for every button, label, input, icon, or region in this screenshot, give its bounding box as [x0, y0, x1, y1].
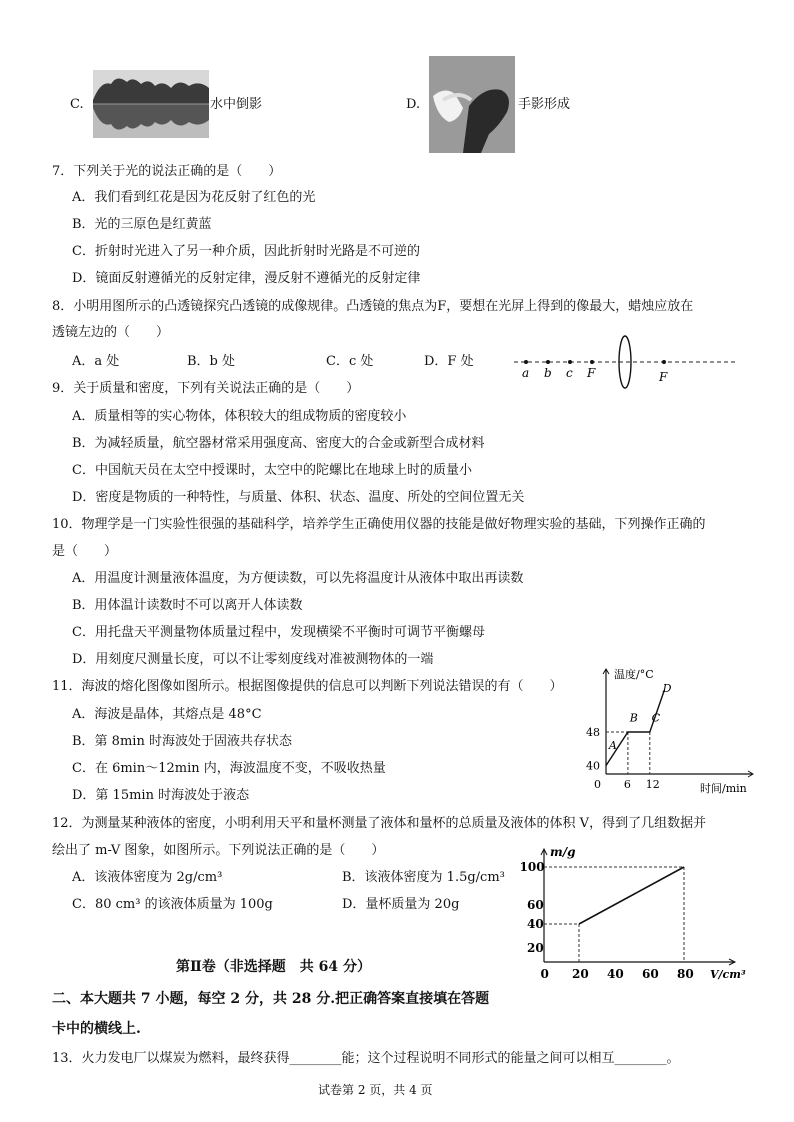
- x-axis-label: V/cm³: [710, 968, 746, 981]
- q10-option-b: B．用体温计读数时不可以离开人体读数: [72, 598, 303, 613]
- point-label-D: D: [662, 682, 672, 696]
- q10-stem-line2: 是（ ）: [52, 544, 118, 559]
- q8-stem-line1: 8．小明用图所示的凸透镜探究凸透镜的成像规律。凸透镜的焦点为F，要想在光屏上得到的像最大，蜡烛应放在: [52, 299, 694, 314]
- x-tick-20: 20: [572, 967, 589, 981]
- y-tick-100: 100: [519, 860, 545, 874]
- q11-stem: 11．海波的熔化图像如图所示。根据图像提供的信息可以判断下列说法错误的有（ ）: [52, 679, 563, 694]
- label-f-left: F: [587, 366, 596, 380]
- x-tick-0: 0: [594, 778, 601, 791]
- q8-option-b: B．b 处: [187, 354, 236, 369]
- q8-stem-line2: 透镜左边的（ ）: [52, 325, 170, 340]
- q10-option-d: D．用刻度尺测量长度，可以不让零刻度线对准被测物体的一端: [72, 652, 434, 667]
- option-d-text: 手影形成: [518, 97, 571, 112]
- q7-stem: 7．下列关于光的说法正确的是（ ）: [52, 164, 282, 179]
- y-axis-label: 温度/°C: [614, 668, 654, 681]
- q8-option-a: A．a 处: [72, 354, 120, 369]
- section2-heading-line2: 卡中的横线上.: [52, 1021, 141, 1037]
- option-c-text: 水中倒影: [210, 97, 263, 112]
- x-axis-label: 时间/min: [700, 782, 747, 795]
- x-tick-12: 12: [645, 778, 660, 791]
- label-a: a: [522, 366, 530, 380]
- q12-stem-line1: 12．为测量某种液体的密度，小明利用天平和量杯测量了液体和量杯的总质量及液体的体积 V，得到了几组数据并: [52, 816, 707, 831]
- q11-option-a: A．海波是晶体，其熔点是 48°C: [72, 707, 262, 722]
- q7-option-b: B．光的三原色是红黄蓝: [72, 217, 212, 232]
- x-tick-60: 60: [642, 967, 659, 981]
- mass-volume-chart: [519, 842, 756, 984]
- hand-shadow-photo: [429, 56, 515, 153]
- q11-option-d: D．第 15min 时海波处于液态: [72, 788, 250, 803]
- y-axis-label: m/g: [550, 845, 576, 859]
- q8-option-c: C．c 处: [326, 354, 374, 369]
- q12-option-c: C．80 cm³ 的该液体质量为 100g: [72, 897, 273, 912]
- x-tick-80: 80: [677, 967, 694, 981]
- melting-curve: [606, 690, 664, 766]
- q12-option-b: B．该液体密度为 1.5g/cm³: [342, 870, 505, 885]
- q7-option-d: D．镜面反射遵循光的反射定律，漫反射不遵循光的反射定律: [72, 271, 421, 286]
- y-tick-48: 48: [586, 726, 600, 739]
- y-tick-20: 20: [527, 941, 544, 955]
- q9-option-c: C．中国航天员在太空中授课时，太空中的陀螺比在地球上时的质量小: [72, 463, 472, 478]
- y-tick-40: 40: [586, 759, 600, 773]
- q7-option-c: C．折射时光进入了另一种介质，因此折射时光路是不可逆的: [72, 244, 420, 259]
- section2-heading-line1: 二、本大题共 7 小题，每空 2 分，共 28 分.把正确答案直接填在答题: [52, 991, 490, 1007]
- q8-option-d: D．F 处: [424, 354, 474, 369]
- q7-option-a: A．我们看到红花是因为花反射了红色的光: [72, 190, 316, 205]
- reflection-photo: [93, 70, 209, 138]
- label-b: b: [544, 366, 552, 380]
- point-label-A: A: [608, 738, 617, 752]
- data-line: [579, 867, 684, 924]
- x-tick-40: 40: [607, 967, 624, 981]
- option-c-label: C.: [70, 97, 84, 112]
- page-footer: 试卷第 2 页，共 4 页: [318, 1083, 433, 1097]
- section2-title: 第Ⅱ卷（非选择题 共 64 分）: [176, 959, 372, 975]
- q9-option-d: D．密度是物质的一种特性，与质量、体积、状态、温度、所处的空间位置无关: [72, 490, 525, 505]
- q12-stem-line2: 绘出了 m-V 图象，如图所示。下列说法正确的是（ ）: [52, 843, 385, 858]
- q11-option-b: B．第 8min 时海波处于固液共存状态: [72, 734, 292, 749]
- q12-option-a: A．该液体密度为 2g/cm³: [72, 870, 223, 885]
- q10-option-c: C．用托盘天平测量物体质量过程中，发现横梁不平衡时可调节平衡螺母: [72, 625, 485, 640]
- x-tick-0: 0: [540, 967, 549, 981]
- q9-stem: 9．关于质量和密度，下列有关说法正确的是（ ）: [52, 381, 360, 396]
- option-d-label: D.: [406, 97, 421, 112]
- y-tick-60: 60: [527, 898, 544, 912]
- q10-stem-line1: 10．物理学是一门实验性很强的基础科学，培养学生正确使用仪器的技能是做好物理实验的基础，下列操作正确的: [52, 517, 706, 532]
- q11-option-c: C．在 6min～12min 内，海波温度不变，不吸收热量: [72, 761, 386, 776]
- y-tick-40: 40: [527, 917, 544, 931]
- q12-option-d: D．量杯质量为 20g: [342, 897, 460, 912]
- label-f-right: F: [659, 370, 668, 384]
- q13-text: 13．火力发电厂以煤炭为燃料，最终获得________能；这个过程说明不同形式的能量之间可以相互________。: [52, 1051, 680, 1066]
- q9-option-a: A．质量相等的实心物体，体积较大的组成物质的密度较小: [72, 409, 407, 424]
- x-tick-6: 6: [623, 778, 631, 791]
- q10-option-a: A．用温度计测量液体温度，为方便读数，可以先将温度计从液体中取出再读数: [72, 571, 524, 586]
- lens-diagram: [512, 328, 742, 384]
- melting-chart: [582, 664, 764, 796]
- label-c: c: [566, 366, 573, 380]
- point-label-C: C: [651, 711, 661, 725]
- q9-option-b: B．为减轻质量，航空器材常采用强度高、密度大的合金或新型合成材料: [72, 436, 485, 451]
- point-label-B: B: [629, 711, 638, 725]
